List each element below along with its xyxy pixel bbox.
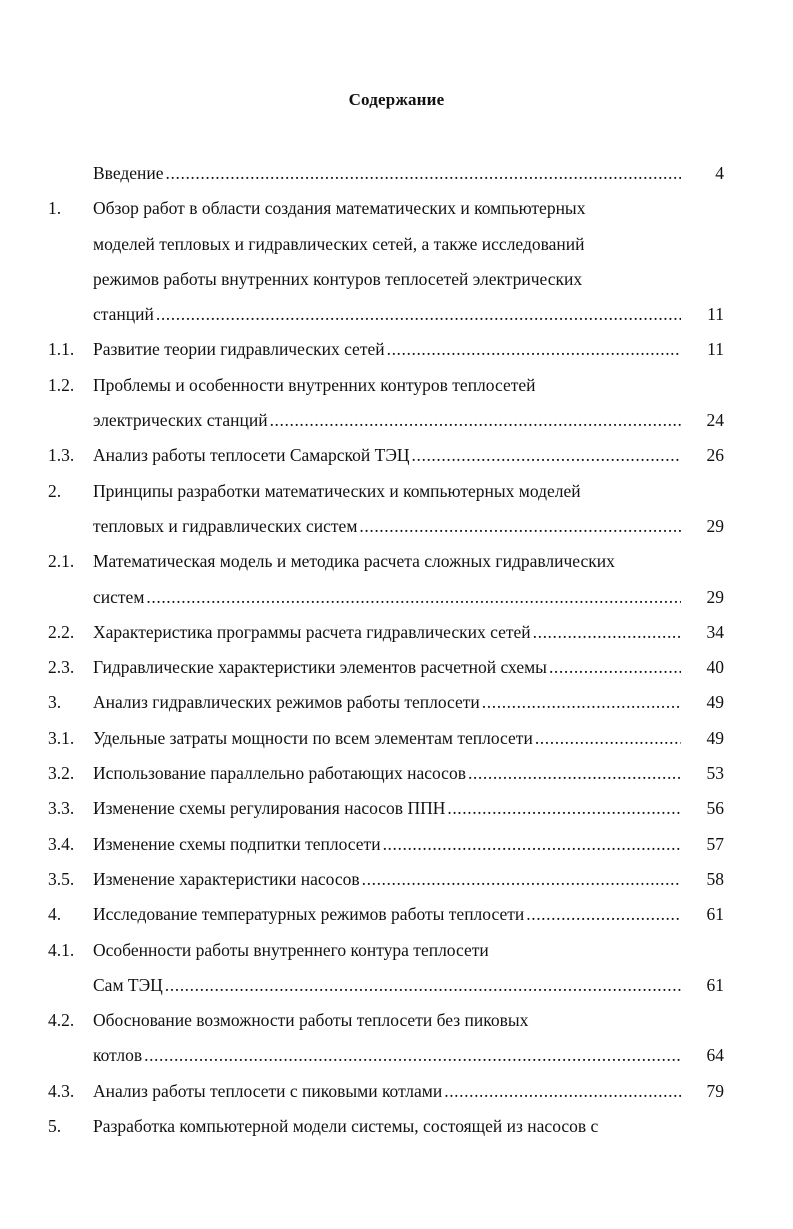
toc-line — [0, 297, 793, 332]
toc-line — [0, 615, 793, 650]
toc-page-number: 26 — [706, 445, 724, 466]
toc-entry-number: 2.3. — [48, 657, 75, 678]
dot-leader — [268, 403, 681, 438]
toc-page-number: 29 — [706, 586, 724, 607]
toc-entry-leader — [93, 685, 681, 720]
toc-entry — [0, 544, 793, 615]
dot-leader — [410, 438, 681, 473]
toc-entry-number: 3.2. — [48, 763, 75, 784]
toc-entry-text: станций — [93, 304, 154, 325]
toc-entry-text: систем — [93, 586, 145, 607]
toc-entry-text: Развитие теории гидравлических сетей — [93, 339, 385, 360]
toc-entry-leader — [93, 721, 681, 756]
toc-entry-text: Гидравлические характеристики элементов расчетной схемы — [93, 657, 547, 678]
toc-line — [0, 403, 793, 438]
dot-leader — [154, 297, 681, 332]
toc-page-number: 11 — [707, 339, 724, 360]
dot-leader — [360, 862, 681, 897]
dot-leader — [385, 332, 681, 367]
toc-entry-text: режимов работы внутренних контуров теплосетей электрических — [93, 268, 583, 289]
toc-entry-number: 4. — [48, 904, 62, 925]
toc-entry-number: 3.3. — [48, 798, 75, 819]
dot-leader — [547, 650, 681, 685]
dot-leader — [142, 1038, 681, 1073]
toc-entry — [0, 332, 793, 367]
toc-line — [0, 262, 793, 297]
toc-entry-text: Математическая модель и методика расчета сложных гидравлических — [93, 551, 615, 572]
toc-line — [0, 368, 793, 403]
toc-line — [0, 756, 793, 791]
toc-page-number: 49 — [706, 727, 724, 748]
toc-entry-leader — [93, 615, 681, 650]
toc-entry-text: Разработка компьютерной модели системы, состоящей из насосов с — [93, 1116, 599, 1137]
toc-line — [0, 474, 793, 509]
page-title: Содержание — [348, 90, 445, 109]
toc-entry-number: 4.2. — [48, 1010, 75, 1031]
toc-entry-text: Обоснование возможности работы теплосети без пиковых — [93, 1010, 529, 1031]
dot-leader — [524, 897, 681, 932]
toc-line — [0, 1003, 793, 1038]
toc-entry-text: Изменение характеристики насосов — [93, 868, 360, 889]
dot-leader — [445, 791, 681, 826]
toc-entry-number: 3.4. — [48, 833, 75, 854]
toc-entry-number: 1. — [48, 198, 62, 219]
toc-entry — [0, 474, 793, 545]
toc-entry — [0, 791, 793, 826]
toc-entry-text: Анализ работы теплосети с пиковыми котлами — [93, 1080, 443, 1101]
toc-line — [0, 227, 793, 262]
toc-entry-leader — [93, 827, 681, 862]
toc-entry-number: 3. — [48, 692, 62, 713]
dot-leader — [466, 756, 681, 791]
toc-entry-text: Использование параллельно работающих насосов — [93, 763, 466, 784]
toc-entry-text: Анализ работы теплосети Самарской ТЭЦ — [93, 445, 410, 466]
toc-line — [0, 544, 793, 579]
toc-entry — [0, 650, 793, 685]
toc-entry-text: котлов — [93, 1045, 143, 1066]
toc-entry-text: тепловых и гидравлических систем — [93, 515, 358, 536]
toc-entry-leader — [93, 897, 681, 932]
toc-entry-text: Удельные затраты мощности по всем элементам теплосети — [93, 727, 533, 748]
toc-entry-leader — [93, 1038, 681, 1073]
toc-page-number: 61 — [706, 974, 724, 995]
toc-entry-text: Изменение схемы подпитки теплосети — [93, 833, 381, 854]
toc-entry — [0, 156, 793, 191]
dot-leader — [381, 827, 681, 862]
toc-line — [0, 191, 793, 226]
toc-page-number: 24 — [706, 410, 724, 431]
toc-entry-text: Характеристика программы расчета гидравлических сетей — [93, 621, 531, 642]
toc-entry-text: Изменение схемы регулирования насосов ППН — [93, 798, 446, 819]
toc-entry-text: моделей тепловых и гидравлических сетей, а также исследований — [93, 233, 585, 254]
dot-leader — [144, 580, 681, 615]
dot-leader — [531, 615, 681, 650]
toc-page-number: 40 — [706, 657, 724, 678]
toc-entry — [0, 862, 793, 897]
toc-entry — [0, 191, 793, 332]
toc-entry — [0, 897, 793, 932]
dot-leader — [533, 721, 681, 756]
toc-line — [0, 968, 793, 1003]
toc-page-number: 53 — [706, 763, 724, 784]
toc-entry-leader — [93, 791, 681, 826]
toc-line — [0, 1038, 793, 1073]
toc-page-number: 56 — [706, 798, 724, 819]
toc-page-number: 29 — [706, 515, 724, 536]
toc-entry-number: 2.1. — [48, 551, 75, 572]
toc-entry-number: 1.2. — [48, 374, 75, 395]
toc-page-number: 79 — [706, 1080, 724, 1101]
toc-entry-text: Проблемы и особенности внутренних контуров теплосетей — [93, 374, 536, 395]
toc-page-number: 57 — [706, 833, 724, 854]
toc-entry-text: Введение — [93, 163, 164, 183]
toc-entry-leader — [93, 297, 681, 332]
toc-line — [0, 580, 793, 615]
toc-line — [0, 650, 793, 685]
toc-entry-text: Особенности работы внутреннего контура теплосети — [93, 939, 489, 960]
toc-page-number: 49 — [706, 692, 724, 713]
toc-entry-number: 4.1. — [48, 939, 75, 960]
toc-entry-leader — [93, 650, 681, 685]
toc-entry-number: 1.1. — [48, 339, 75, 360]
toc-entry — [0, 615, 793, 650]
toc-entry — [0, 1003, 793, 1074]
toc-line — [0, 933, 793, 968]
toc-entry-text: электрических станций — [93, 410, 268, 431]
toc-line — [0, 1074, 793, 1109]
dot-leader — [480, 685, 681, 720]
toc-entry-number: 3.5. — [48, 868, 75, 889]
table-of-contents — [0, 156, 793, 1144]
toc-entry-text: Сам ТЭЦ — [93, 974, 163, 995]
toc-entry-number: 2. — [48, 480, 62, 501]
toc-entry-leader — [93, 403, 681, 438]
toc-entry-number: 5. — [48, 1116, 62, 1137]
toc-entry-leader — [93, 756, 681, 791]
toc-entry-text: Исследование температурных режимов работы теплосети — [93, 904, 525, 925]
toc-line — [0, 862, 793, 897]
toc-entry — [0, 756, 793, 791]
toc-entry-text: Анализ гидравлических режимов работы теплосети — [93, 692, 480, 713]
toc-entry — [0, 368, 793, 439]
toc-page-number: 61 — [706, 904, 724, 925]
toc-entry-leader — [93, 580, 681, 615]
toc-page-number: 34 — [706, 621, 724, 642]
toc-entry-leader — [93, 509, 681, 544]
toc-line — [0, 438, 793, 473]
toc-entry-leader — [93, 332, 681, 367]
toc-entry-number: 2.2. — [48, 621, 75, 642]
toc-entry — [0, 1109, 793, 1144]
toc-entry — [0, 438, 793, 473]
toc-page-number: 58 — [706, 868, 724, 889]
dot-leader — [442, 1074, 681, 1109]
toc-line — [0, 332, 793, 367]
toc-entry-leader — [93, 968, 681, 1003]
toc-entry-number: 3.1. — [48, 727, 75, 748]
toc-entry-text: Принципы разработки математических и компьютерных моделей — [93, 480, 581, 501]
toc-entry — [0, 685, 793, 720]
toc-page-number: 11 — [707, 304, 724, 325]
toc-line — [0, 721, 793, 756]
toc-entry — [0, 827, 793, 862]
toc-entry — [0, 933, 793, 1004]
toc-page-number: 4 — [715, 163, 724, 183]
toc-line — [0, 827, 793, 862]
toc-entry-leader — [93, 156, 681, 191]
toc-line — [0, 156, 793, 191]
toc-entry-text: Обзор работ в области создания математических и компьютерных — [93, 198, 586, 219]
toc-entry-number: 4.3. — [48, 1080, 75, 1101]
toc-entry-leader — [93, 1074, 681, 1109]
toc-entry — [0, 721, 793, 756]
toc-entry-leader — [93, 862, 681, 897]
dot-leader — [163, 968, 681, 1003]
toc-entry — [0, 1074, 793, 1109]
toc-entry-leader — [93, 438, 681, 473]
toc-line — [0, 509, 793, 544]
toc-line — [0, 897, 793, 932]
dot-leader — [164, 156, 681, 191]
toc-entry-number: 1.3. — [48, 445, 75, 466]
toc-page-number: 64 — [706, 1045, 724, 1066]
toc-line — [0, 791, 793, 826]
toc-line — [0, 685, 793, 720]
toc-line — [0, 1109, 793, 1144]
dot-leader — [357, 509, 681, 544]
